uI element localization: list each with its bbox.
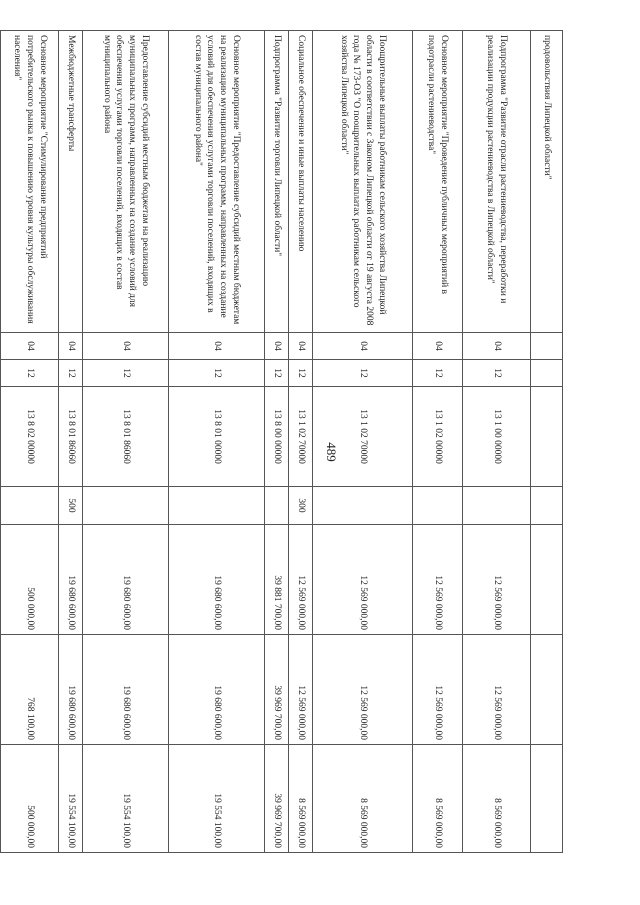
row-section: 12 [83, 360, 169, 387]
row-chapter [531, 333, 563, 360]
row-sum-1: 12 569 000,00 [413, 525, 463, 635]
row-sum-1: 12 569 000,00 [463, 525, 531, 635]
table-row [59, 31, 83, 853]
row-target-article: 13 8 01 00000 [169, 387, 265, 487]
row-name: Поощрительные выплаты работникам сельского хозяйства Липецкой области в соответствии с Законом Липецкой области от 19 августа 2008 года № 173-ОЗ "О поощрительных выплатах работникам сельского хозяйства Липецкой области" [313, 31, 413, 333]
row-sum-1: 500 000,00 [1, 525, 59, 635]
table-row [169, 31, 265, 853]
table-row [1, 31, 59, 853]
row-sum-3: 19 554 100,00 [59, 745, 83, 853]
row-chapter: 04 [59, 333, 83, 360]
row-name: Социальное обеспечение и иные выплаты населению [289, 31, 313, 333]
row-sum-3: 19 554 100,00 [83, 745, 169, 853]
table-row [313, 31, 413, 853]
row-sum-2: 19 680 600,00 [83, 635, 169, 745]
row-sum-1: 39 881 700,00 [265, 525, 289, 635]
row-expense-type [413, 487, 463, 525]
table-row [463, 31, 531, 853]
row-target-article: 13 1 02 70000 [313, 387, 413, 487]
row-sum-1 [531, 525, 563, 635]
row-target-article: 13 8 01 86060 [83, 387, 169, 487]
row-sum-1: 19 680 600,00 [83, 525, 169, 635]
row-chapter: 04 [313, 333, 413, 360]
row-chapter: 04 [289, 333, 313, 360]
row-section: 12 [265, 360, 289, 387]
row-expense-type: 500 [59, 487, 83, 525]
row-name: Основное мероприятие "Проведение публичных мероприятий в подотрасли растениеводства" [413, 31, 463, 333]
table-row [265, 31, 289, 853]
row-target-article: 13 8 00 00000 [265, 387, 289, 487]
row-sum-2: 12 569 000,00 [313, 635, 413, 745]
row-sum-2: 12 569 000,00 [413, 635, 463, 745]
row-expense-type [463, 487, 531, 525]
row-name: Основное мероприятие "Стимулирование предприятий потребительского рынка к повышению уровня культуры обслуживания населения" [1, 31, 59, 333]
row-sum-3: 39 969 700,00 [265, 745, 289, 853]
row-section: 12 [1, 360, 59, 387]
row-expense-type [1, 487, 59, 525]
row-sum-1: 19 680 600,00 [59, 525, 83, 635]
row-target-article: 13 8 01 86060 [59, 387, 83, 487]
budget-table [0, 30, 563, 853]
row-sum-3: 8 569 000,00 [413, 745, 463, 853]
row-name: Подпрограмма "Развитие торговли Липецкой области" [265, 31, 289, 333]
row-name: продовольствия Липецкой области" [531, 31, 563, 333]
table-row [83, 31, 169, 853]
row-chapter: 04 [83, 333, 169, 360]
row-sum-2: 19 680 600,00 [169, 635, 265, 745]
table-row [413, 31, 463, 853]
row-expense-type [265, 487, 289, 525]
row-name: Межбюджетные трансферты [59, 31, 83, 333]
row-sum-2: 12 569 000,00 [463, 635, 531, 745]
row-name: Основное мероприятие "Предоставление субсидий местным бюджетам на реализацию муниципальных программ, направленных на создание условий для обеспечения услугами торговли поселений, входящих в состав муниципального района" [169, 31, 265, 333]
row-sum-3: 19 554 100,00 [169, 745, 265, 853]
row-expense-type [83, 487, 169, 525]
row-expense-type [169, 487, 265, 525]
budget-table-container [12, 30, 563, 852]
table-row [289, 31, 313, 853]
row-sum-1: 12 569 000,00 [313, 525, 413, 635]
row-sum-3 [531, 745, 563, 853]
row-sum-3: 8 569 000,00 [463, 745, 531, 853]
row-sum-1: 12 569 000,00 [289, 525, 313, 635]
row-target-article: 13 1 00 00000 [463, 387, 531, 487]
row-sum-2 [531, 635, 563, 745]
row-section [531, 360, 563, 387]
row-chapter: 04 [265, 333, 289, 360]
table-row [531, 31, 563, 853]
row-chapter: 04 [413, 333, 463, 360]
row-name: Предоставление субсидий местным бюджетам на реализацию муниципальных программ, направленных на создание условий для обеспечения услугами торговли поселений, входящих в состав муниципального района [83, 31, 169, 333]
row-sum-2: 768 100,00 [1, 635, 59, 745]
row-target-article [531, 387, 563, 487]
row-section: 12 [463, 360, 531, 387]
row-section: 12 [169, 360, 265, 387]
row-sum-2: 39 969 700,00 [265, 635, 289, 745]
row-target-article: 13 8 02 00000 [1, 387, 59, 487]
table-rotated-wrapper [12, 30, 563, 852]
table-body [1, 31, 563, 853]
row-sum-2: 12 569 000,00 [289, 635, 313, 745]
row-target-article: 13 1 02 70000 [289, 387, 313, 487]
row-sum-3: 500 000,00 [1, 745, 59, 853]
row-section: 12 [413, 360, 463, 387]
row-chapter: 04 [169, 333, 265, 360]
row-name: Подпрограмма "Развитие отрасли растениеводства, переработки и реализации продукции растениеводства в Липецкой области" [463, 31, 531, 333]
row-sum-1: 19 680 600,00 [169, 525, 265, 635]
row-chapter: 04 [1, 333, 59, 360]
page-number: 489 [324, 442, 339, 462]
row-sum-2: 19 680 600,00 [59, 635, 83, 745]
row-section: 12 [313, 360, 413, 387]
row-expense-type [531, 487, 563, 525]
row-target-article: 13 1 02 00000 [413, 387, 463, 487]
row-sum-3: 8 569 000,00 [289, 745, 313, 853]
row-expense-type [313, 487, 413, 525]
row-section: 12 [59, 360, 83, 387]
row-section: 12 [289, 360, 313, 387]
row-expense-type: 300 [289, 487, 313, 525]
row-chapter: 04 [463, 333, 531, 360]
row-sum-3: 8 569 000,00 [313, 745, 413, 853]
